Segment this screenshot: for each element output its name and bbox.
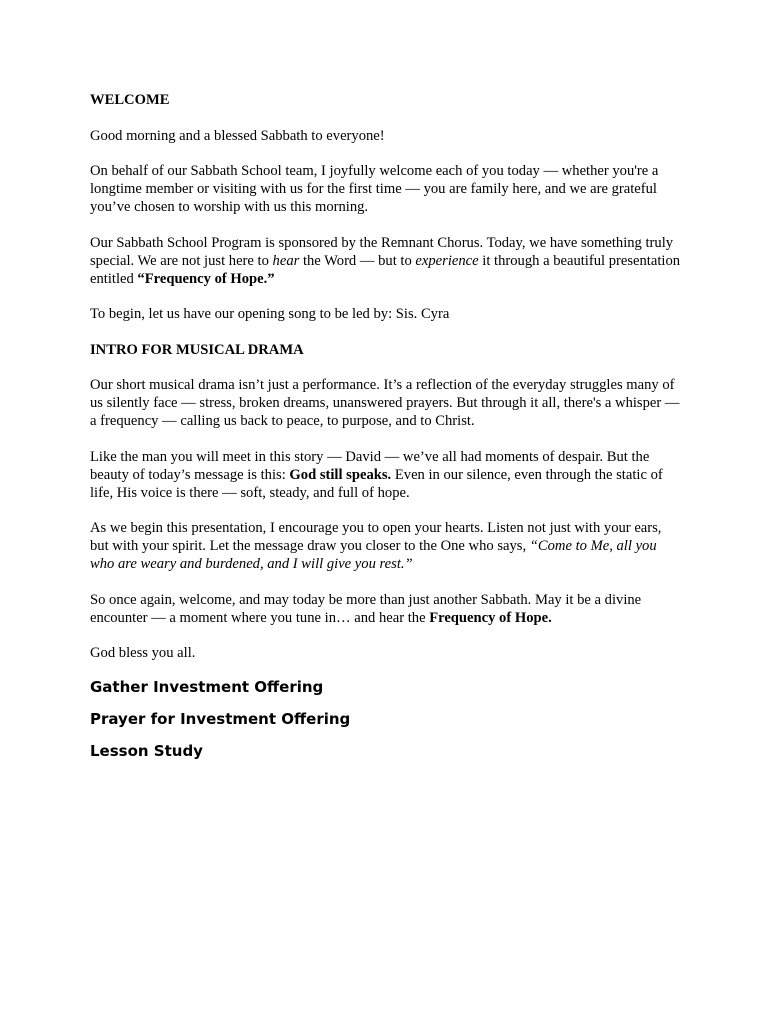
welcome-paragraph: On behalf of our Sabbath School team, I joyfully welcome each of you today — whether you're a longtime member or visiting with us for the first time — you are family here, and we are grateful you’ve chosen to worship with us this morning. xyxy=(90,163,659,215)
david-text-a: Like the man you will meet in this story — David — we’ve all had moments of despair. But the beauty of today’s message is this: xyxy=(90,448,650,483)
experience-emphasis: experience xyxy=(415,252,479,269)
sponsor-text-c: it through a beautiful presentation entitled xyxy=(90,252,681,287)
prayer-offering-heading: Prayer for Investment Offering xyxy=(90,709,351,728)
sponsor-paragraph xyxy=(90,234,682,288)
sponsor-text-b: the Word — but to xyxy=(299,252,416,269)
scripture-quote: “Come to Me, all you who are weary and burdened, and I will give you rest.” xyxy=(90,538,657,572)
closing-paragraph xyxy=(90,591,682,627)
intro-heading: INTRO FOR MUSICAL DRAMA xyxy=(90,341,304,358)
closing-text: So once again, welcome, and may today be more than just another Sabbath. May it be a divine encounter — a moment where you tune in… and hear the xyxy=(90,591,642,626)
greeting-paragraph: Good morning and a blessed Sabbath to everyone! xyxy=(90,127,385,144)
open-hearts-text: As we begin this presentation, I encourage you to open your hearts. Listen not just with your ears, but with your spirit. Let the message draw you closer to the One who says, xyxy=(90,520,662,554)
sponsor-text-a: Our Sabbath School Program is sponsored by the Remnant Chorus. Today, we have something truly special. We are not just here to xyxy=(90,234,674,269)
lesson-study-heading: Lesson Study xyxy=(90,741,203,760)
gather-offering-heading: Gather Investment Offering xyxy=(90,677,324,696)
god-still-speaks: God still speaks. xyxy=(289,466,392,483)
drama-intro-paragraph: Our short musical drama isn’t just a performance. It’s a reflection of the everyday struggles many of us silently face — stress, broken dreams, unanswered prayers. But through it all, there's a whisper — a frequency — calling us back to peace, to purpose, and to Christ. xyxy=(90,377,680,429)
presentation-title: “Frequency of Hope.” xyxy=(137,270,275,287)
hear-emphasis: hear xyxy=(272,252,300,269)
david-paragraph xyxy=(90,448,682,502)
frequency-of-hope: Frequency of Hope. xyxy=(429,609,552,626)
blessing-paragraph: God bless you all. xyxy=(90,645,196,661)
opening-song-paragraph: To begin, let us have our opening song to be led by: Sis. Cyra xyxy=(90,306,450,322)
david-text-b: Even in our silence, even through the static of life, His voice is there — soft, steady, and full of hope. xyxy=(90,466,663,501)
document-page xyxy=(90,91,682,774)
welcome-heading: WELCOME xyxy=(90,92,170,108)
open-hearts-paragraph xyxy=(90,519,682,573)
